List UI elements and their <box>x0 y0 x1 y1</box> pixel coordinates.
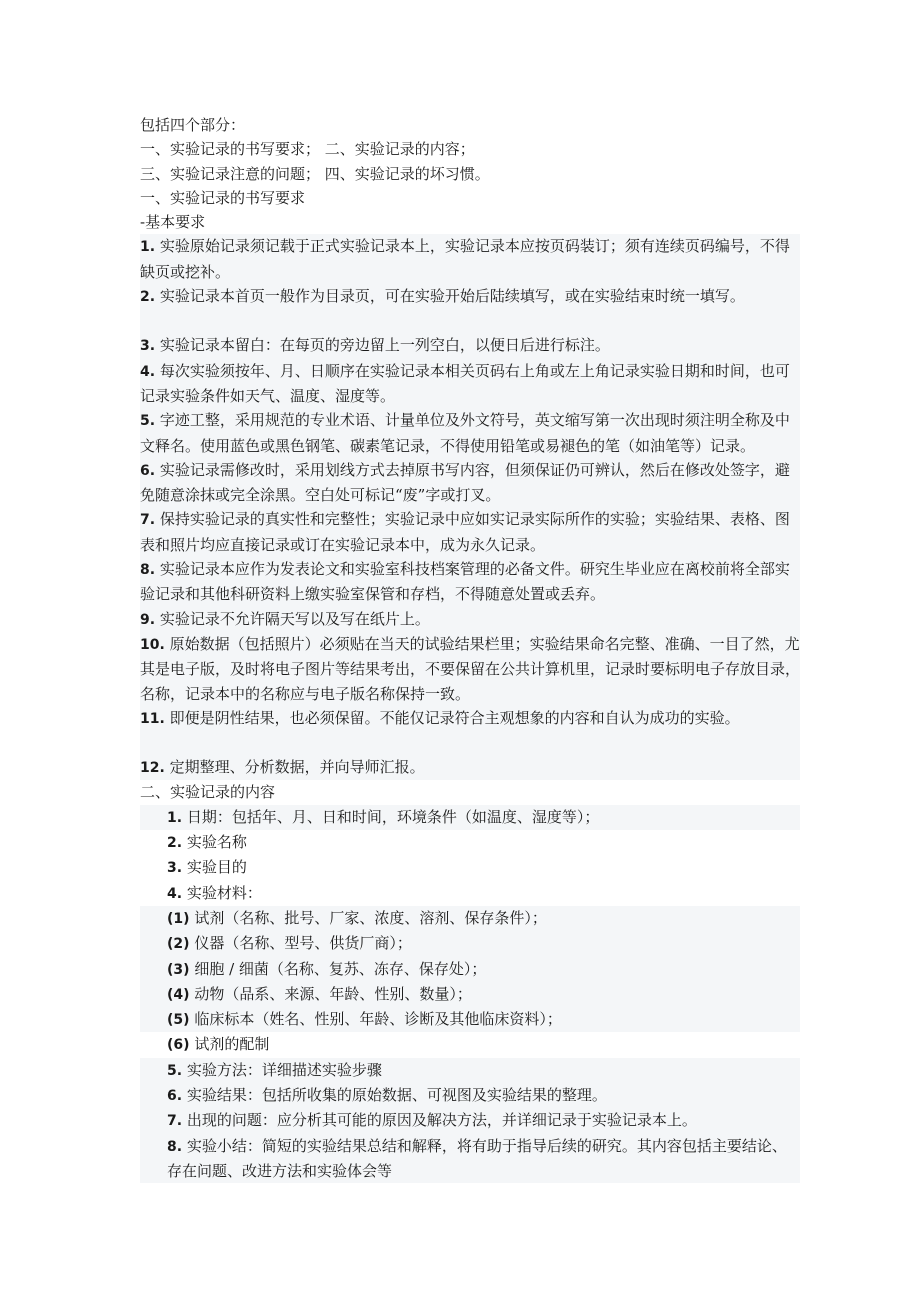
section1-heading: 一、实验记录的书写要求 <box>140 188 306 207</box>
list-item: 6. 实验记录需修改时，采用划线方式去掉原书写内容，但须保证仍可辨认，然后在修改处签字，避免随意涂抹或完全涂黑。空白处可标记“废”字或打叉。 <box>140 458 800 508</box>
list-item: 3. 实验记录本留白：在每页的旁边留上一列空白，以便日后进行标注。 <box>140 333 800 358</box>
list-item: 10. 原始数据（包括照片）必须贴在当天的试验结果栏里；实验结果命名完整、准确、一目了然，尤其是电子版，及时将电子图片等结果考出，不要保留在公共计算机里，记录时要标明电子存放目录，名称，记录本中的名称应与电子版名称保持一致。 <box>140 632 800 706</box>
list-item: 9. 实验记录不允许隔天写以及写在纸片上。 <box>140 607 800 632</box>
list-item: 8. 实验小结：简短的实验结果总结和解释，将有助于指导后续的研究。其内容包括主要结论、存在问题、改进方法和实验体会等 <box>140 1134 800 1184</box>
list-item: (2) 仪器（名称、型号、供货厂商）； <box>140 931 800 956</box>
list-item: (3) 细胞 / 细菌（名称、复苏、冻存、保存处）； <box>140 957 800 982</box>
list-item: 2. 实验名称 <box>167 833 247 852</box>
list-item: 12. 定期整理、分析数据，并向导师汇报。 <box>140 755 800 780</box>
list-item: 4. 每次实验须按年、月、日顺序在实验记录本相关页码右上角或左上角记录实验日期和时间，也可记录实验条件如天气、温度、湿度等。 <box>140 359 800 409</box>
blank-line <box>140 731 800 755</box>
list-item: 8. 实验记录本应作为发表论文和实验室科技档案管理的必备文件。研究生毕业应在离校前将全部实验记录和其他科研资料上缴实验室保管和存档，不得随意处置或丢弃。 <box>140 557 800 607</box>
intro-line-2: 三、实验记录注意的问题； 四、实验记录的坏习惯。 <box>140 164 490 183</box>
intro-title: 包括四个部分： <box>140 116 246 134</box>
list-item: (5) 临床标本（姓名、性别、年龄、诊断及其他临床资料）； <box>140 1007 800 1032</box>
list-item: 6. 实验结果：包括所收集的原始数据、可视图及实验结果的整理。 <box>140 1083 800 1108</box>
section2-heading: 二、实验记录的内容 <box>140 783 276 802</box>
list-item: 1. 日期：包括年、月、日和时间，环境条件（如温度、湿度等）； <box>140 805 800 830</box>
list-item: 7. 保持实验记录的真实性和完整性；实验记录中应如实记录实际所作的实验；实验结果、表格、图表和照片均应直接记录或订在实验记录本中，成为永久记录。 <box>140 507 800 557</box>
list-item: 11. 即便是阴性结果，也必须保留。不能仅记录符合主观想象的内容和自认为成功的实验。 <box>140 706 800 731</box>
list-item: 5. 实验方法：详细描述实验步骤 <box>140 1058 800 1083</box>
list-item: (6) 试剂的配制 <box>167 1035 270 1054</box>
list-item: 7. 出现的问题：应分析其可能的原因及解决方法，并详细记录于实验记录本上。 <box>140 1108 800 1133</box>
section1-subheading: -基本要求 <box>140 213 206 232</box>
list-item: (4) 动物（品系、来源、年龄、性别、数量）； <box>140 982 800 1007</box>
list-item: 3. 实验目的 <box>167 858 247 877</box>
list-item: 1. 实验原始记录须记载于正式实验记录本上，实验记录本应按页码装订；须有连续页码编号，不得缺页或挖补。 <box>140 234 800 284</box>
document-body <box>140 113 800 1183</box>
list-item: 2. 实验记录本首页一般作为目录页，可在实验开始后陆续填写，或在实验结束时统一填写。 <box>140 284 800 309</box>
list-item: 4. 实验材料： <box>167 883 262 902</box>
blank-line <box>140 309 800 333</box>
list-item: (1) 试剂（名称、批号、厂家、浓度、溶剂、保存条件）； <box>140 906 800 931</box>
list-item: 5. 字迹工整，采用规范的专业术语、计量单位及外文符号，英文缩写第一次出现时须注明全称及中文释名。使用蓝色或黑色钢笔、碳素笔记录，不得使用铅笔或易褪色的笔（如油笔等）记录。 <box>140 408 800 458</box>
intro-line-1: 一、实验记录的书写要求； 二、实验记录的内容； <box>140 140 475 159</box>
